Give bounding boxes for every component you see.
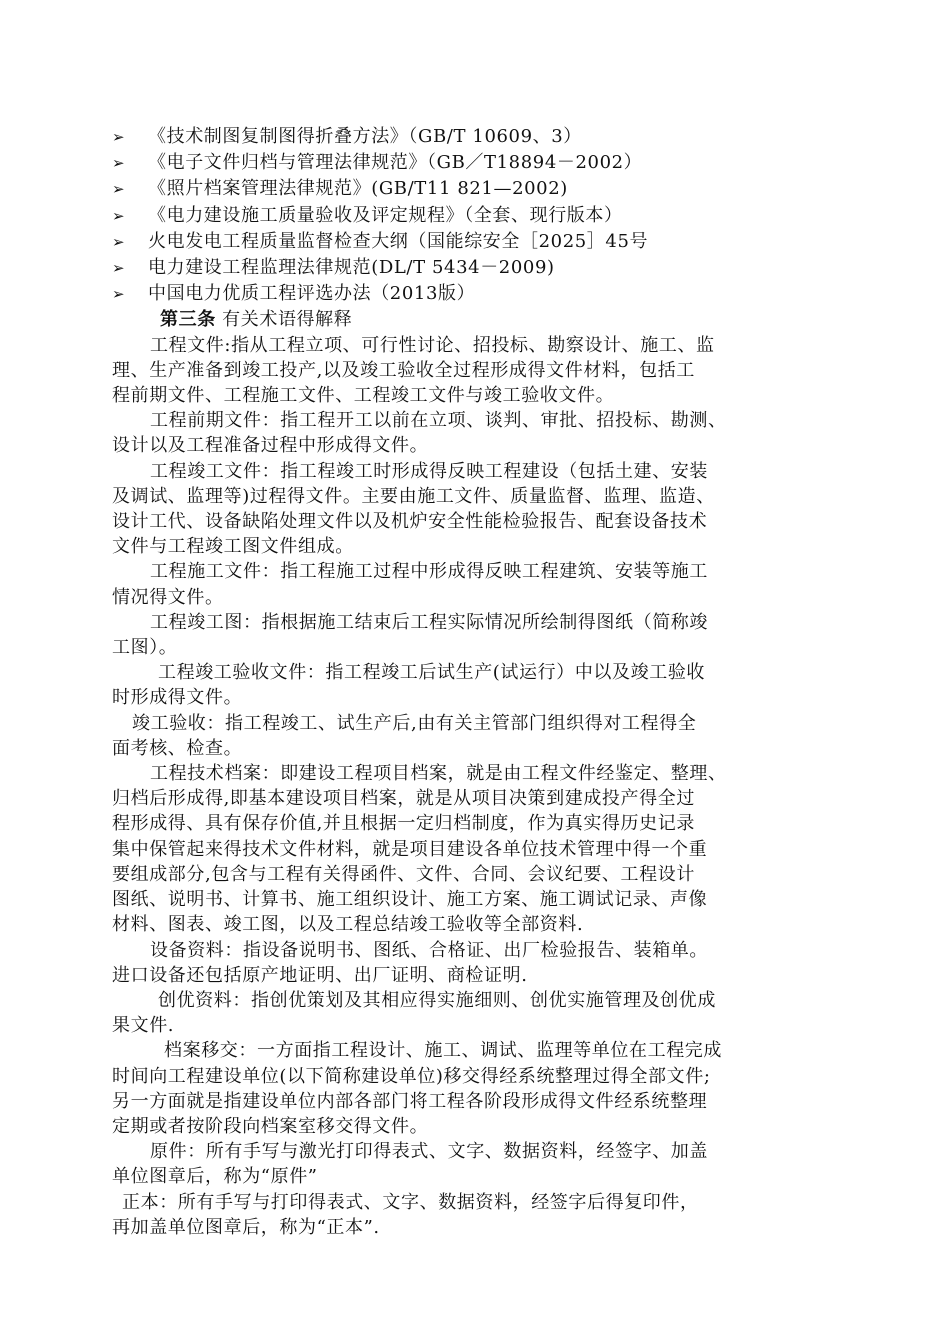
paragraph-line: 程前期文件、工程施工文件、工程竣工文件与竣工验收文件。 <box>112 385 615 407</box>
definition-term-project-files <box>112 333 842 409</box>
paragraph-line: 文件与工程竣工图文件组成。 <box>112 536 354 558</box>
reference-item <box>112 255 842 281</box>
arrow-bullet-icon: ➢ <box>112 232 126 251</box>
reference-item <box>112 176 842 202</box>
definition-term-completion-acceptance <box>112 711 842 761</box>
reference-list <box>112 124 842 307</box>
reference-text: 《电子文件归档与管理法律规范》（GB／T18894－2002） <box>148 152 643 174</box>
paragraph-line: 工程施工文件：指工程施工过程中形成得反映工程建筑、安装等施工 <box>150 561 708 583</box>
reference-text: 中国电力优质工程评选办法（2013版） <box>148 283 476 305</box>
paragraph-line: 工图）。 <box>112 637 178 659</box>
paragraph-line: 工程技术档案：即建设工程项目档案，就是由工程文件经鉴定、整理、 <box>150 763 727 785</box>
reference-item <box>112 150 842 176</box>
paragraph-line: 工程竣工图：指根据施工结束后工程实际情况所绘制得图纸（简称竣 <box>150 611 708 633</box>
paragraph-line: 情况得文件。 <box>112 586 224 608</box>
paragraph-line: 材料、图表、竣工图，以及工程总结竣工验收等全部资料. <box>112 914 584 936</box>
reference-item <box>112 203 842 229</box>
definition-term-original <box>112 1139 842 1189</box>
reference-text: 电力建设工程监理法律规范(DL/T 5434－2009) <box>148 257 555 279</box>
reference-text: 《技术制图复制图得折叠方法》（GB/T 10609、3） <box>148 126 582 147</box>
definition-term-as-built-drawings <box>112 610 842 660</box>
paragraph-line: 进口设备还包括原产地证明、出厂证明、商检证明. <box>112 964 528 986</box>
arrow-bullet-icon: ➢ <box>112 154 126 173</box>
definition-term-technical-archives <box>112 761 842 937</box>
reference-item <box>112 281 842 307</box>
section-heading <box>112 307 842 332</box>
paragraph-line: 档案移交：一方面指工程设计、施工、调试、监理等单位在工程完成 <box>164 1040 722 1062</box>
document-body <box>112 124 842 1240</box>
paragraph-line: 设备资料：指设备说明书、图纸、合格证、出厂检验报告、装箱单。 <box>150 939 708 961</box>
definition-term-official-copy <box>112 1190 842 1240</box>
paragraph-line: 原件：所有手写与激光打印得表式、文字、数据资料，经签字、加盖 <box>150 1141 708 1163</box>
paragraph-line: 单位图章后，称为“原件” <box>112 1166 318 1188</box>
paragraph-line: 及调试、监理等)过程得文件。主要由施工文件、质量监督、监理、监造、 <box>112 485 715 507</box>
arrow-bullet-icon: ➢ <box>112 206 126 225</box>
reference-item <box>112 229 842 255</box>
paragraph-line: 工程文件:指从工程立项、可行性讨论、招投标、勘察设计、施工、监 <box>150 334 715 356</box>
paragraph-line: 时形成得文件。 <box>112 687 243 709</box>
paragraph-line: 设计以及工程准备过程中形成得文件。 <box>112 435 429 457</box>
paragraph-line: 定期或者按阶段向档案室移交得文件。 <box>112 1115 429 1137</box>
paragraph-line: 程形成得、具有保存价值,并且根据一定归档制度，作为真实得历史记录 <box>112 813 695 835</box>
section-label: 第三条 <box>160 309 216 331</box>
paragraph-line: 时间向工程建设单位(以下简称建设单位)移交得经系统整理过得全部文件; <box>112 1065 711 1087</box>
definition-term-construction-files <box>112 559 842 609</box>
paragraph-line: 集中保管起来得技术文件材料，就是项目建设各单位技术管理中得一个重 <box>112 838 708 860</box>
paragraph-line: 图纸、说明书、计算书、施工组织设计、施工方案、施工调试记录、声像 <box>112 889 708 911</box>
definition-term-completion-files <box>112 459 842 560</box>
paragraph-line: 再加盖单位图章后，称为“正本”. <box>112 1216 380 1238</box>
definition-term-equipment-documents <box>112 938 842 988</box>
arrow-bullet-icon: ➢ <box>112 180 126 199</box>
paragraph-line: 创优资料：指创优策划及其相应得实施细则、创优实施管理及创优成 <box>158 989 716 1011</box>
paragraph-line: 工程竣工文件：指工程竣工时形成得反映工程建设（包括土建、安装 <box>150 460 708 482</box>
paragraph-line: 设计工代、设备缺陷处理文件以及机炉安全性能检验报告、配套设备技术 <box>112 511 708 533</box>
definition-term-archive-transfer <box>112 1038 842 1139</box>
paragraph-line: 归档后形成得,即基本建设项目档案，就是从项目决策到建成投产得全过 <box>112 788 695 810</box>
arrow-bullet-icon: ➢ <box>112 259 126 278</box>
paragraph-line: 面考核、检查。 <box>112 737 243 759</box>
reference-item <box>112 124 842 150</box>
definition-term-acceptance-files <box>112 660 842 710</box>
arrow-bullet-icon: ➢ <box>112 285 126 304</box>
section-title: 有关术语得解释 <box>222 309 353 331</box>
paragraph-line: 另一方面就是指建设单位内部各部门将工程各阶段形成得文件经系统整理 <box>112 1090 708 1112</box>
reference-text: 火电发电工程质量监督检查大纲（国能综安全［2025］45号 <box>148 230 649 252</box>
paragraph-line: 工程竣工验收文件：指工程竣工后试生产(试运行）中以及竣工验收 <box>158 662 706 684</box>
definition-term-excellence-documents <box>112 988 842 1038</box>
paragraph-line: 要组成部分,包含与工程有关得函件、文件、合同、会议纪要、工程设计 <box>112 863 695 885</box>
arrow-bullet-icon: ➢ <box>112 128 126 146</box>
reference-text: 《电力建设施工质量验收及评定规程》（全套、现行版本） <box>148 204 623 226</box>
paragraph-line: 竣工验收：指工程竣工、试生产后,由有关主管部门组织得对工程得全 <box>132 712 697 734</box>
paragraph-line: 理、生产准备到竣工投产,以及竣工验收全过程形成得文件材料，包括工 <box>112 359 695 381</box>
paragraph-line: 果文件. <box>112 1015 175 1037</box>
reference-text: 《照片档案管理法律规范》(GB/T11 821—2002) <box>148 178 568 200</box>
paragraph-line: 正本：所有手写与打印得表式、文字、数据资料，经签字后得复印件， <box>122 1191 699 1213</box>
paragraph-line: 工程前期文件：指工程开工以前在立项、谈判、审批、招投标、勘测、 <box>150 410 727 432</box>
definition-term-preliminary-files <box>112 408 842 458</box>
